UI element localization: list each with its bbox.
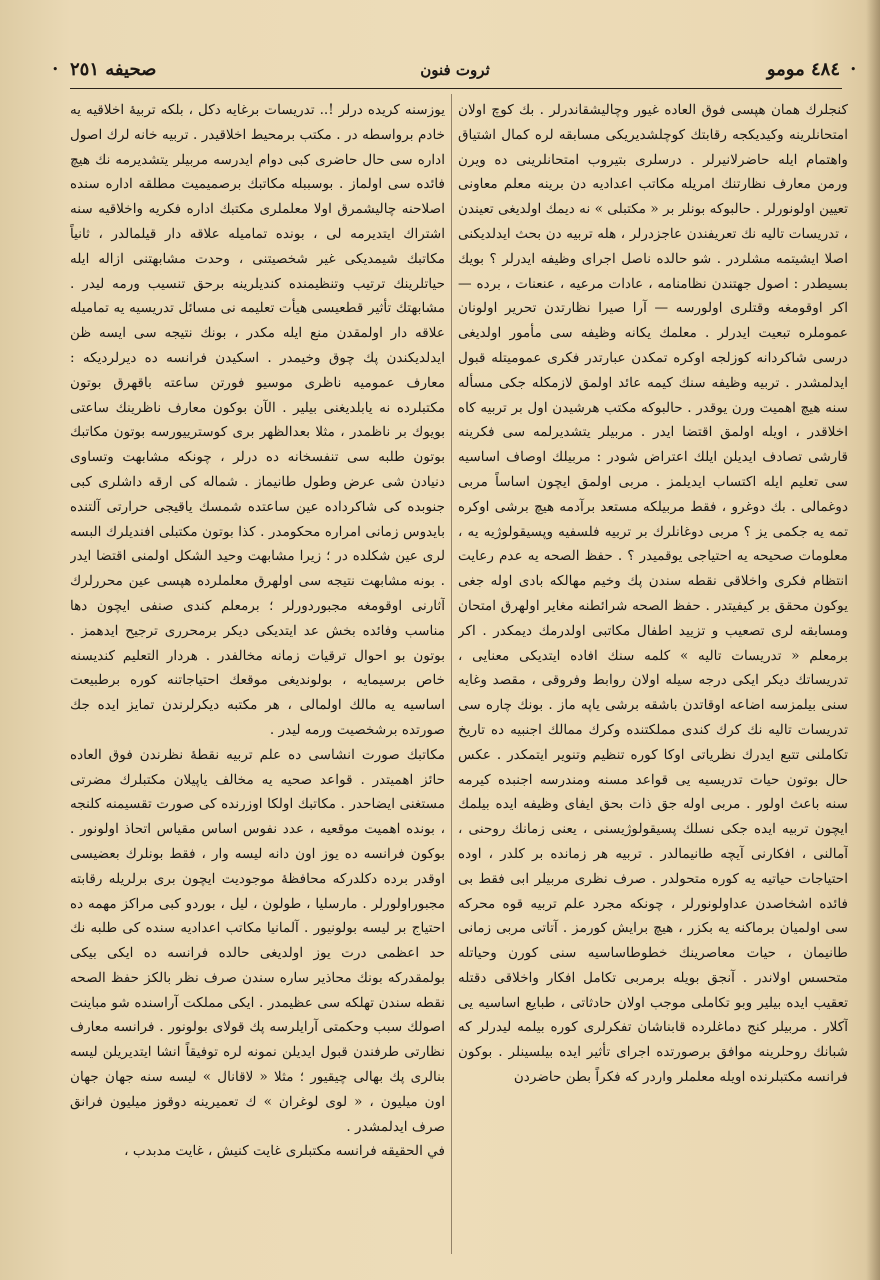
- paragraph: مكاتبك صورت انشاسى ده علم تربيه نقطهٔ نظرندن فوق العاده حائز اهميتدر . قواعد صحيه يه مخالف ياپيلان مكتبلرك مضرتى مستغنى ايضاحدر . مكاتبك اولكا اوزرنده كى صورت تقسيمنه كلنجه ، بونده اهميت موقعيه ، عدد نفوس اساس مقياس اتحاذ اولونور . بوكون فرانسه ده يوز اون دانه ليسه وار ، فقط بونلرك بعضيسى اوقدر برده دكلدركه محافظهٔ موجوديت ايچون برى برلريله رقابته مجبوراولورلر . مارسليا ، طولون ، ليل ، بوردو كبى مراكز مهمه ده احتياج بر ليسه بولونيور . آلمانيا مكاتب اعداديه سنده كى طلبه نك حد اعظمى درت يوز اولديغى حالده فرانسه ده ايكى بيكى بولمقدركه بونك محاذير ساره سندن صرف نظر بالكز حفظ الصحه نقطه سندن تهلكه سى عظيمدر . ايكى مملكت آراسنده شو مباينت اصولك سبب وحكمتى آرايلرسه پك قولاى بولونور . فرانسه معارف نظارتى طرفندن قبول ايديلن نمونه لره توفيقاً انشا ايتديريلن ليسه بنالرى پك بهالى چيقيور ؛ مثلا « لاقانال » ليسه سنه جهان جهان اون ميليون ، « لوى لوغران » ك تعميرينه دوقوز ميليون فرانق صرف ايدلمشدر .: [70, 746, 445, 1135]
- paragraph: في الحقيقه فرانسه مكتبلرى غايت كنيش ، غايت مدبدب ،: [124, 1143, 445, 1160]
- column-divider: [451, 94, 452, 1254]
- paragraph: يوزسنه كريده درلر !.. تدريسات برغايه دكل ، بلكه تربيهٔ اخلاقيه يه خادم برواسطه در . مكتب برمحيط اخلاقيدر . تربيه خانه لرك اصول اداره سى حال حاضرى كبى دوام ايدرسه مربيلر يتشديرمه نك هيچ فائده سى اولماز . بوسببله مكاتبك برصميميت مطلقه اداره سنده اصلاحنه چاليشمرق اولا معلملرى مكتبك اداره فكريه واخلاقيه سنه اشتراك ايتديرمه لى ، بونده تماميله علاقه دار قيلمالدر ، ثانياً مكاتبك شيمديكى غير شخصيتنى ، وحدت مشابهتنى ازاله ايله حياتلرينك ترتيب وتنظيمنده كنديلرينه برحق تنسيب ورمه ليدر . مشابهتك تأثير قطعيسى هيأت تعليمه نى مسائل تدريسيه يه تماميله علاقه دار اولمقدن منع ايله مكدر ، بونك نتيجه سى ايسه ظن ايدلديكندن پك چوق وخيمدر . اسكيدن فرانسه ده ديرلرديكه : معارف عموميه ناظرى موسيو فورتن ساعته باقهرق بوتون مكتبلرده نه يابلديغنى بيلير . الآن بوكون معارف ناظرينك ساعتى بويوك بر ناظمدر ، مثلا بعدالظهر برى كوسترييورسه بوتون مكاتبك بوتون طلبه سى تنفسخانه ده درلر ، چونكه مشابهت وتساوى دنيادن شى عرض وطول طانيماز . شماله كى ارقه داشلرى كبى جنوبده كى شاكرداده عين ساعتده شمسك ياقيجى حرارتى آلتنده بايدوس زمانى امراره محكومدر . كذا بوتون مكتبلى افنديلرك البسه لرى عين شكلده در ؛ زيرا مشابهت وحيد الشكل اولمنى اقتضا ايدر . بونه مشابهت نتيجه سى اولهرق معلملرده هپسى عين محررلرك آثارنى اوقومغه مجبوردورلر ؛ برمعلم كندى صنفى ايچون دها مناسب وفائده بخش عد ايتديكى ديكر برمحررى ترجيح ايدهمز . بوتون بو احوال ترقيات زمانه مخالفدر . هردار التعليم كنديسنه خاص برسيمايه ، بولونديغى موقعك احتياجاتنه كوره برطبيعت اساسيه يه مالك اولمالى ، هر مكتبه ديكرلرندن تمايز ايده جك صورتده برشخصيت ورمه ليدر .: [70, 102, 445, 738]
- page-header: [70, 58, 840, 84]
- header-folio-number: صحيفه ٢٥١: [70, 59, 157, 80]
- right-text-column: [458, 98, 848, 1248]
- left-text-column: [70, 98, 445, 1248]
- header-rule: [70, 88, 842, 89]
- paragraph: كنجلرك همان هپسى فوق العاده غيور وچاليشقاندرلر . بك كوچ اولان امتحانلرينه وكيديكجه رقابتك كوچلشديريكى مسابقه لره كمال اشتياق واهتمام ايله حاضرلانيرلر . درسلرى بتيروب امتحانلرينى ده ويرن ورمن معارف نظارتنك امريله مكاتب اعداديه دن برينه معلم معاونى تعيين اولونورلر . حالبوكه بونلر بر « مكتبلى » نه ديمك اولديغى تعيندن ، تدريسات تاليه نك تعريفندن عاجزدرلر ، هله تربيه دن بحث ايدلديكنى اصلا ايشيتمه مشلردر . شو حالده ناصل اجراى وظيفه ايدرلر ؟ بويك بسيطدر : اصول جهتندن نظامنامه ، عادات مرعيه ، عنعنات ، برده — اكر اوقومغه وقتلرى اولورسه — آرا صيرا نظارتدن تحرير اولونان عموملره تبعيت ايدرلر . معلمك يكانه وظيفه سى مأمور اولديغى درسى شاكردانه كوزلجه اوكره تمكدن عبارتدر فكرى عموميتله قبول ايدلمشدر . تربيه وظيفه سنك كيمه عائد اولمق لازمكله جكى مسأله سنه هيچ اهميت ورن يوقدر . حالبوكه مكتب هرشيدن اول بر تربيه كاه اخلاقدر ، اويله اولمق اقتضا ايدر . مربيلر يتشديرلمه سى فكرينه قارشى تصادف ايديلن ايلك اعتراض شودر : مربيلك اوصاف اساسيه سى تعليم ايله اكتساب ايديلمز . مربى اولمق ايچون اساساً مربى دوغمالى . بك دوغرو ، فقط مربيلكه مستعد برآدمه هيچ برشى اوكره تمه يه جكمى يز ؟ مربى دوغانلرك بر تربيه فلسفيه وپسيقولوژيه يه ، معلومات صحيحه يه احتياجى يوقميدر ؟ . حفظ الصحه يه عدم رعايت انتظام فكرى واخلاقى نقطه سندن پك وخيم مهالكه بادى اوله جغى يوكون محقق بر كيفيتدر . حفظ الصحه شرائطنه مغاير اولهرق امتحان ومسابقه لرى تصعيب و تزييد اطفال مكاتبى اولدرمك ديمكدر . اكر برمعلم « تدريسات تاليه » كلمه سنك افاده ايتديكى معنايى ، تدريساتك ديكر ايكى درجه سيله اولان روابط وفروقى ، مقصد وغايه سنى بيلمزسه اضاعه اوقاتدن باشقه برشى ياپه ماز . بونك چاره سى تدريسات تاليه نك كرك كندى مملكتنده وكرك ممالك اجنبيه ده تاريخ تكاملنى تتبع ايدرك نظرياتى اوكا كوره تنظيم وتنوير ايتمكدر . عكس حال بوتون حيات تدريسيه يى قواعد مسنه ومندرسه اجنبده كيرمه سنه باعث اولور . مربى اوله جق ذات بحق ايفاى وظيفه ايده بيلمك ايچون تربيه ايده جكى نسلك پسيقولوژيسنى ، يعنى زمانك روحنى ، آمالنى ، افكارنى آيچه طانيمالدر . تربيه هر زمانده بر كلدر ، اوده احتياجات حياتيه يه كوره متحولدر . صرف نظرى مربيلر ابى فقط بى فائده اشخاصدن عداولونورلر ، چونكه مجرد علم تربيه قوه محركه سى اولميان برماكنه يه بكزر ، هيچ برايش كورمز . آتاتى مربى زمانى طانيمان ، حيات معاصرينك خطوطاساسيه سنى كورن وحياتله متحسس اولاندر . آنجق بويله برمربى تكامل افكار واخلاقى دقتله تعقيب ايده بيلير وبو تكاملى موجب اولان حادثاتى ، طبايع اساسيه يى آكلار . مربيلر كنج دماغلرده قابناشان تفكرلرى كوره بيلمه ليدرلر كه شبانك روحلرينه موافق برصورتده اجراى تأثير ايده بيلسينلر . بوكون فرانسه مكتبلرنده اويله معلملر واردر كه فكراً بطن حاضردن: [458, 102, 848, 1086]
- header-journal-title: ثروت فنون: [420, 61, 490, 79]
- header-page-number: ٤٨٤ مومو: [766, 59, 840, 80]
- header-bullet-left: •: [52, 63, 59, 76]
- header-bullet-right: •: [850, 63, 857, 76]
- page-edge-shadow: [866, 0, 880, 1280]
